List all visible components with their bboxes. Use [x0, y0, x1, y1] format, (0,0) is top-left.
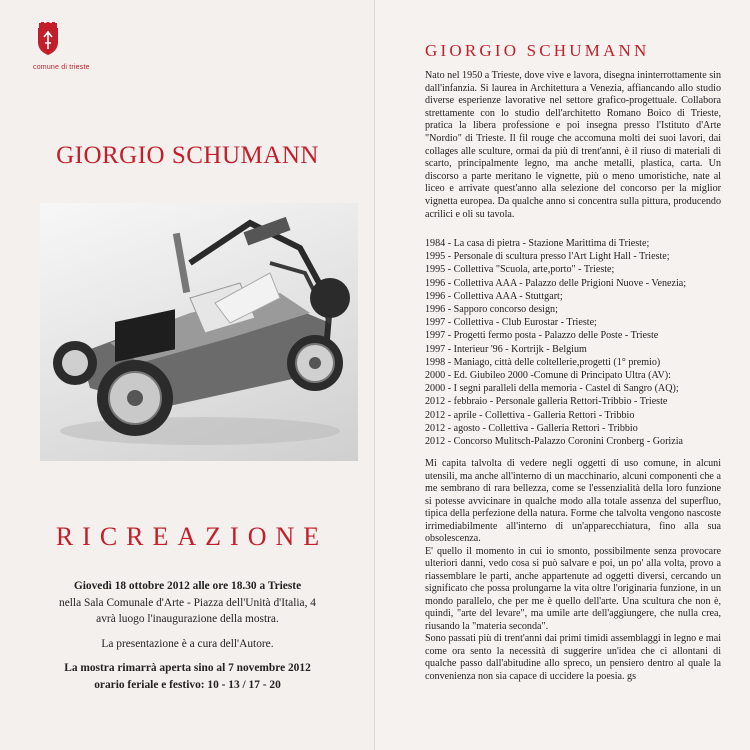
exhibition-item: 2012 - febbraio - Personale galleria Rettori-Tribbio - Trieste	[425, 396, 668, 408]
opening-hours: orario feriale e festivo: 10 - 13 / 17 - 20	[94, 678, 281, 691]
exhibition-item: 1997 - Progetti fermo posta - Palazzo delle Poste - Trieste	[425, 330, 659, 342]
exhibition-item: 2012 - aprile - Collettiva - Galleria Rettori - Tribbio	[425, 409, 635, 421]
artist-biography: Nato nel 1950 a Trieste, dove vive e lavora, disegna ininterrottamente sin dall'infanzia. Si laurea in Architettura a Venezia, affiancando allo studio diverse esperienze lavorative nel settore grafico-progettuale. Collabora strettamente con lo studio dell'architetto Romano Boico di Trieste, pratica la libera professione e poi insegna presso l'Istituto d'Arte "Nordio" di Trieste. Il fil rouge che accomuna molti dei suoi lavori, dai collages alle sculture, ormai da più di trent'anni, è il riuso di materiali di scarto, principalmente legno, ma anche metalli, plastica, carta. Un discorso a parte meritano le vignette, più o meno umoristiche, nate al liceo e arrivate quest'anno alla selezione del concorso per la miglior vignetta europea. Da qualche anno si concentra sulla pittura, producendo acrilici e oli su tavola.	[425, 70, 721, 220]
exhibition-item: 2012 - Concorso Mulitsch-Palazzo Coronini Cronberg - Gorizia	[425, 436, 683, 448]
presentation-note: La presentazione è a cura dell'Autore.	[101, 637, 274, 650]
statement-paragraph: E' quello il momento in cui io smonto, possibilmente senza provocare ulteriori danni, vedo cosa si può salvare e poi, un po' alla volta, provo a riassemblare le parti, anche appartenute ad oggetti diversi, cercando un significato che possa prolungarne la vita oltre l'originaria funzione, in un mondo parallelo, che per me è quello dell'arte. Una scultura che non è, quindi, "arte del levare", ma umile arte dell'aggiungere, che nulla crea, riusando la "materia seconda".	[425, 545, 721, 632]
exhibition-item: 2000 - Ed. Giubileo 2000 -Comune di Principato Ultra (AV):	[425, 370, 671, 382]
exhibition-item: 1998 - Maniago, città delle coltellerie,progetti (1° premio)	[425, 356, 661, 368]
trieste-crest-icon	[35, 22, 61, 56]
opening-date: Giovedì 18 ottobre 2012 alle ore 18.30 a Trieste	[73, 580, 302, 592]
exhibition-item: 1996 - Collettiva AAA - Palazzo delle Prigioni Nuove - Venezia;	[425, 277, 687, 289]
statement-paragraph: Sono passati più di trent'anni dai primi timidi assemblaggi in legno e mai come ora sento la necessità di suggerire un'idea che ci allontani di qualche passo dall'abitudine allo spreco, un pensiero dentro al quale la convenienza non sia capace di uccidere la poesia. gs	[425, 633, 721, 682]
invitation-back	[375, 0, 750, 750]
artist-statement	[425, 458, 721, 683]
closing-date: La mostra rimarrà aperta sino al 7 novembre 2012	[64, 662, 311, 674]
exhibition-title: RICREAZIONE	[55, 522, 329, 551]
exhibition-item: 1997 - Collettiva - Club Eurostar - Trieste;	[425, 317, 597, 329]
venue-line-2: avrà luogo l'inaugurazione della mostra.	[96, 613, 279, 625]
event-info	[0, 578, 375, 693]
artist-name-heading: GIORGIO SCHUMANN	[56, 142, 319, 169]
exhibition-item: 2012 - agosto - Collettiva - Galleria Rettori - Tribbio	[425, 422, 638, 434]
exhibition-item: 1984 - La casa di pietra - Stazione Marittima di Trieste;	[425, 238, 650, 249]
venue-line-1: nella Sala Comunale d'Arte - Piazza dell'Unità d'Italia, 4	[59, 596, 316, 609]
sculpture-car-image	[40, 203, 358, 461]
logo-caption: comune di trieste	[33, 64, 90, 71]
exhibition-item: 1996 - Sapporo concorso design;	[425, 304, 558, 316]
sculpture-photo	[40, 203, 358, 461]
exhibition-list	[425, 237, 725, 448]
city-logo	[33, 22, 113, 71]
exhibition-item: 1995 - Collettiva "Scuola, arte,porto" - Trieste;	[425, 264, 615, 276]
exhibition-item: 2000 - I segni paralleli della memoria - Castel di Sangro (AQ);	[425, 383, 679, 395]
exhibition-item: 1995 - Personale di scultura presso l'Art Light Hall - Trieste;	[425, 251, 670, 263]
exhibition-item: 1996 - Collettiva AAA - Stuttgart;	[425, 290, 563, 302]
exhibition-item: 1997 - Interieur '96 - Kortrijk - Belgium	[425, 343, 587, 355]
statement-paragraph: Mi capita talvolta di vedere negli oggetti di uso comune, in alcuni utensili, ma anche all'interno di un macchinario, alcuni componenti che a me sembrano di rara bellezza, come se l'essenzialità della loro funzione si potesse avvicinare in qualche modo alla totale assenza del superfluo, tipica della perfezione della natura. Forme che talvolta vengono nascoste irrimediabilmente all'interno di un'apparecchiatura, fino alla sua obsolescenza.	[425, 458, 721, 544]
artist-name-heading-right: GIORGIO SCHUMANN	[425, 41, 650, 60]
